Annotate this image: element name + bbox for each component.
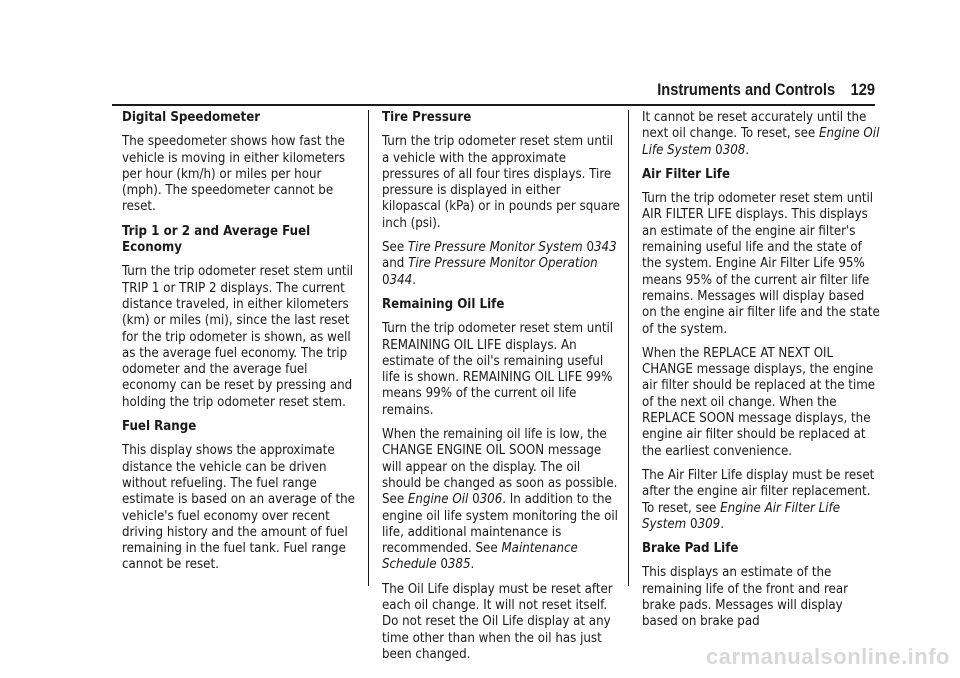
- paragraph-oil-life-reset: The Oil Life display must be reset after each oil change. It will not reset itself. Do not reset the Oil Life display at any time other than when the oil has just been changed.: [382, 581, 613, 662]
- period: .: [745, 142, 750, 158]
- page-ref-343[interactable]: 343: [594, 240, 617, 256]
- page-ref-arrow-icon: 0: [715, 142, 723, 158]
- header-rule: [112, 104, 875, 106]
- oil-low-mid-text: . In addition to the engine oil life system monitoring the oil life, additional maintenance is recommended. See: [382, 492, 618, 557]
- heading-brake-pad-life: Brake Pad Life: [642, 541, 739, 557]
- paragraph-speedometer: The speedometer shows how fast the vehicle is moving in either kilometers per hour (km/h) or miles per hour (mph). The speedometer cannot be reset.: [122, 134, 346, 215]
- page-ref-arrow-icon: 0: [440, 557, 448, 573]
- period: .: [470, 557, 475, 573]
- watermark: carmanualsonline.info: [706, 644, 950, 669]
- link-engine-oil[interactable]: Engine Oil: [407, 492, 469, 508]
- page-ref-309[interactable]: 309: [697, 516, 721, 532]
- heading-air-filter-life: Air Filter Life: [642, 166, 730, 182]
- running-header: [656, 80, 875, 100]
- paragraph-tire-pressure: Turn the trip odometer reset stem until a vehicle with the approximate pressures of all four tires displays. Tire pressure is displayed in either kilopascal (kPa) or in pounds per square inch (psi).: [382, 134, 620, 231]
- column-divider-2: [628, 110, 629, 586]
- period: .: [412, 272, 416, 288]
- paragraph-fuel-range: This display shows the approximate distance the vehicle can be driven without refueling. The fuel range estimate is based on an average of the vehicle's fuel economy over recent driving history and the amount of fuel remaining in the fuel tank. Fuel range cannot be reset.: [122, 443, 355, 573]
- heading-fuel-range: Fuel Range: [122, 419, 197, 435]
- column-1: [122, 110, 360, 582]
- paragraph-remaining-oil-life: Turn the trip odometer reset stem until REMAINING OIL LIFE displays. An estimate of the oil's remaining useful life is shown. REMAINING OIL LIFE 99% means 99% of the current oil life remains.: [382, 321, 614, 418]
- link-tire-pressure-monitor-system[interactable]: Tire Pressure Monitor System: [407, 240, 583, 256]
- page-ref-arrow-icon: 0: [586, 240, 594, 256]
- page-ref-385[interactable]: 385: [447, 557, 471, 573]
- oil-reset-text: It cannot be reset accurately until the next oil change. To reset, see: [642, 110, 867, 142]
- air-filter-reset-text: The Air Filter Life display must be reset after the engine air filter replacement. To reset, see: [642, 467, 875, 516]
- link-engine-air-filter-life-system[interactable]: Engine Air Filter Life System: [642, 500, 841, 532]
- heading-tire-pressure: Tire Pressure: [382, 110, 472, 125]
- paragraph-brake-pad-life: This displays an estimate of the remaining life of the front and rear brake pads. Messages will display based on brake pad: [642, 565, 848, 630]
- heading-trip-fuel-economy: Trip 1 or 2 and Average Fuel Economy: [122, 223, 311, 256]
- heading-digital-speedometer: Digital Speedometer: [122, 110, 261, 125]
- paragraph-tire-pressure-refs: [382, 240, 620, 289]
- page-ref-arrow-icon: 0: [472, 492, 480, 508]
- column-3: [642, 110, 880, 639]
- link-tire-pressure-monitor-operation[interactable]: Tire Pressure Monitor Operation: [408, 256, 598, 272]
- page-ref-344[interactable]: 344: [389, 272, 413, 288]
- paragraph-trip-fuel-economy: Turn the trip odometer reset stem until TRIP 1 or TRIP 2 displays. The current distance traveled, in either kilometers (km) or miles (mi), since the last reset for the trip odometer is shown, as well as the average fuel economy. The trip odometer and the average fuel economy can be reset by pressing and holding the trip odometer reset stem.: [122, 264, 354, 410]
- oil-low-text: When the remaining oil life is low, the CHANGE ENGINE OIL SOON message will appear on the display. The oil should be changed as soon as possible. See: [382, 427, 618, 508]
- page-number: 129: [850, 80, 875, 99]
- heading-remaining-oil-life: Remaining Oil Life: [382, 296, 505, 312]
- page-ref-arrow-icon: 0: [382, 272, 390, 288]
- column-2: [382, 110, 620, 671]
- page-ref-306[interactable]: 306: [479, 492, 503, 508]
- section-title: Instruments and Controls: [657, 80, 836, 99]
- paragraph-oil-low: [382, 427, 620, 574]
- period: .: [720, 516, 724, 532]
- page-ref-arrow-icon: 0: [690, 516, 698, 532]
- paragraph-air-filter-life: Turn the trip odometer reset stem until AIR FILTER LIFE displays. This displays an estimate of the engine air filter's remaining useful life and the state of the system. Engine Air Filter Life 95% means 95% of the current air filter life remains. Messages will display based on the engine air filter life and the state of the system.: [642, 191, 880, 337]
- link-engine-oil-life-system[interactable]: Engine Oil Life System: [642, 126, 880, 158]
- column-divider-1: [368, 110, 369, 586]
- page-ref-308[interactable]: 308: [722, 142, 746, 158]
- paragraph-oil-reset-ref: [642, 110, 880, 159]
- link-maintenance-schedule[interactable]: Maintenance Schedule: [382, 541, 578, 573]
- text-and: and: [382, 256, 405, 272]
- paragraph-replace-messages: When the REPLACE AT NEXT OIL CHANGE message displays, the engine air filter should be replaced at the time of the next oil change. When the REPLACE SOON message displays, the engine air filter should be replaced at the earliest convenience.: [642, 345, 876, 459]
- text-see: See: [382, 240, 405, 256]
- paragraph-air-filter-reset: [642, 468, 880, 533]
